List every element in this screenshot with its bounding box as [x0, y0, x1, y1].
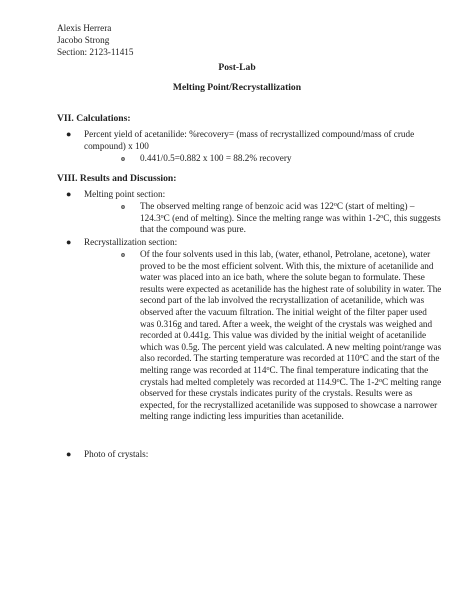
sub-bullet-icon: o	[121, 202, 125, 211]
sub-bullet-icon: o	[121, 154, 125, 163]
percent-yield-formula: Percent yield of acetanilide: %recovery= (mass of recrystallized compound/mass of crude compound) x 100	[84, 129, 415, 151]
bullet-icon: ●	[66, 129, 72, 139]
results-heading: VIII. Results and Discussion:	[57, 173, 177, 184]
section-number: Section: 2123-11415	[57, 47, 134, 57]
calculations-heading: VII. Calculations:	[57, 113, 131, 124]
melting-point-paragraph: The observed melting range of benzoic acid was 122$^o$C (start of melting) – 124.3$^o$C (end of melting). Since the melting range was within 1-2$^o$C, this suggests that the compound was pure.	[140, 201, 441, 235]
bullet-icon: ●	[66, 237, 72, 247]
sub-bullet-icon: o	[121, 250, 125, 259]
document-title: Post-Lab	[218, 62, 256, 73]
percent-yield-calculation: 0.441/0.5=0.882 x 100 = 88.2% recovery	[140, 153, 292, 163]
author-name: Jacobo Strong	[57, 35, 110, 45]
bullet-icon: ●	[66, 449, 72, 459]
photo-of-crystals-label: Photo of crystals:	[84, 449, 149, 459]
recrystallization-label: Recrystallization section:	[84, 237, 178, 247]
author-header	[57, 22, 133, 58]
bullet-icon: ●	[66, 189, 72, 199]
author-name: Alexis Herrera	[57, 23, 112, 33]
melting-point-label: Melting point section:	[84, 189, 166, 199]
recrystallization-paragraph: Of the four solvents used in this lab, (water, ethanol, Petrolane, acetone), water proved to be the most efficient solvent. With this, the mixture of acetanilide and water was placed into an ice bath, where the solute began to formulate. These results were expected as acetanilide has the highest rate of solubility in water. The second part of the lab involved the recrystallization of acetanilide, which was observed after the vacuum filtration. The initial weight of the filter paper used was 0.316g and tared. After a week, the weight of the crystals was weighed and recorded at 0.441g. This value was divided by the initial weight of acetanilide which was 0.5g. The percent yield was calculated. A new melting point/range was also recorded. The starting temperature was recorded at 110$^o$C and the start of the melting range was recorded at 114$^o$C. The final temperature indicating that the crystals had melted completely was recorded at 114.9$^o$C. The 1-2$^o$C melting range observed for these crystals indicates purity of the crystals. Results were as expected, for the recrystallized acetanilide was supposed to showcase a narrower melting range indicting less impurities than acetanilide.	[140, 249, 442, 422]
document-subtitle: Melting Point/Recrystallization	[172, 82, 302, 93]
